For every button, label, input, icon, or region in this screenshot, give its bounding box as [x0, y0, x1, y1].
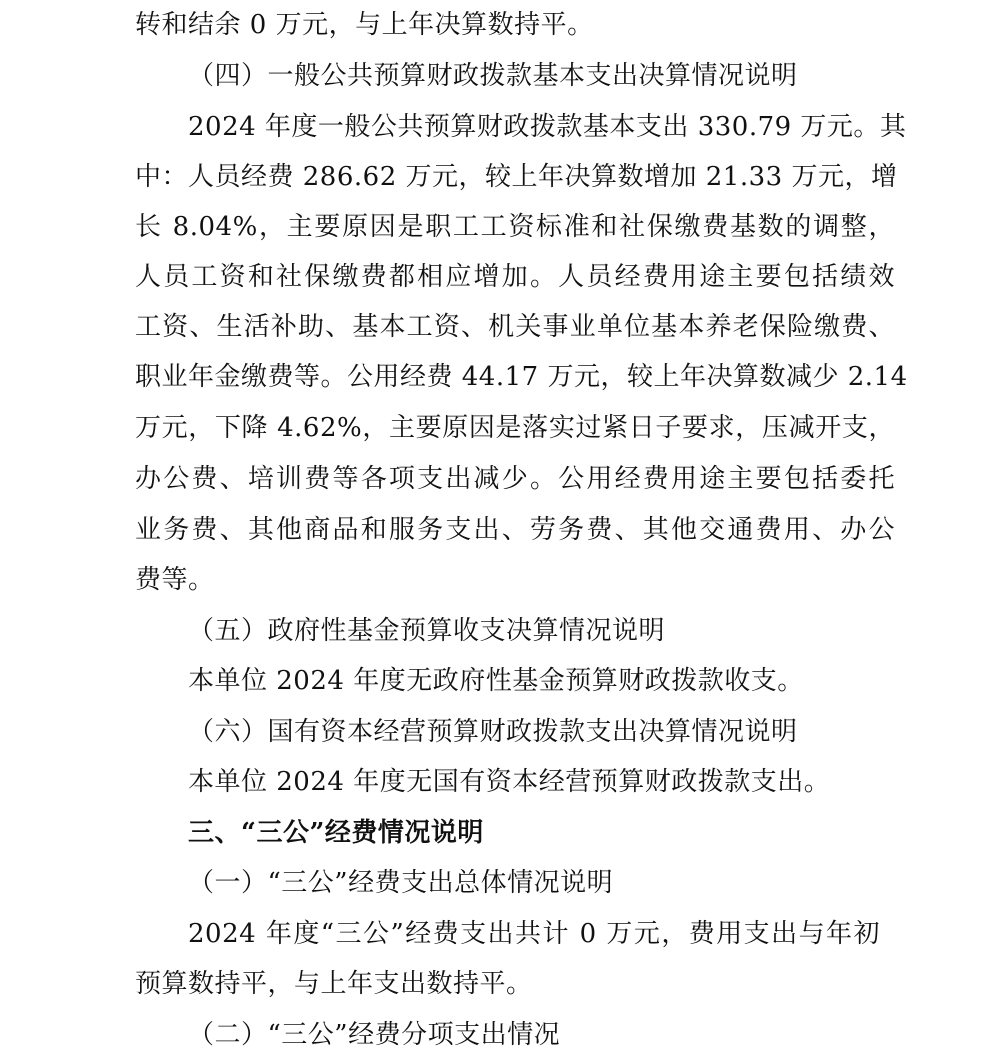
section-heading-three-public: 三、“三公”经费情况说明 [188, 818, 484, 848]
paragraph-three-public-line-1: 2024 年度“三公”经费支出共计 0 万元，费用支出与年初 [188, 919, 880, 949]
section-heading-6: （六）国有资本经营预算财政拨款支出决算情况说明 [188, 717, 798, 747]
paragraph-line-7: 万元，下降 4.62%，主要原因是落实过紧日子要求，压减开支， [135, 413, 895, 443]
text-line-1: 转和结余 0 万元，与上年决算数持平。 [135, 10, 594, 40]
paragraph-three-public-line-2: 预算数持平，与上年支出数持平。 [135, 969, 533, 999]
subsection-heading-1: （一）“三公”经费支出总体情况说明 [188, 868, 614, 898]
paragraph-line-4: 人员工资和社保缴费都相应增加。人员经费用途主要包括绩效 [135, 262, 895, 292]
subsection-heading-2: （二）“三公”经费分项支出情况 [188, 1020, 561, 1050]
paragraph-line-9: 业务费、其他商品和服务支出、劳务费、其他交通费用、办公 [135, 515, 895, 545]
paragraph-government-fund: 本单位 2024 年度无政府性基金预算财政拨款收支。 [188, 666, 804, 696]
paragraph-line-5: 工资、生活补助、基本工资、机关事业单位基本养老保险缴费、 [135, 312, 895, 342]
section-heading-4: （四）一般公共预算财政拨款基本支出决算情况说明 [188, 61, 798, 91]
paragraph-line-8: 办公费、培训费等各项支出减少。公用经费用途主要包括委托 [135, 464, 895, 494]
paragraph-line-3: 长 8.04%，主要原因是职工工资标准和社保缴费基数的调整， [135, 212, 895, 242]
paragraph-line-6: 职业年金缴费等。公用经费 44.17 万元，较上年决算数减少 2.14 [135, 362, 908, 392]
paragraph-line-2: 中：人员经费 286.62 万元，较上年决算数增加 21.33 万元，增 [135, 162, 898, 192]
section-heading-5: （五）政府性基金预算收支决算情况说明 [188, 616, 666, 646]
paragraph-line-10: 费等。 [135, 565, 215, 595]
paragraph-line-1: 2024 年度一般公共预算财政拨款基本支出 330.79 万元。其 [188, 112, 907, 142]
paragraph-state-capital: 本单位 2024 年度无国有资本经营预算财政拨款支出。 [188, 767, 831, 797]
